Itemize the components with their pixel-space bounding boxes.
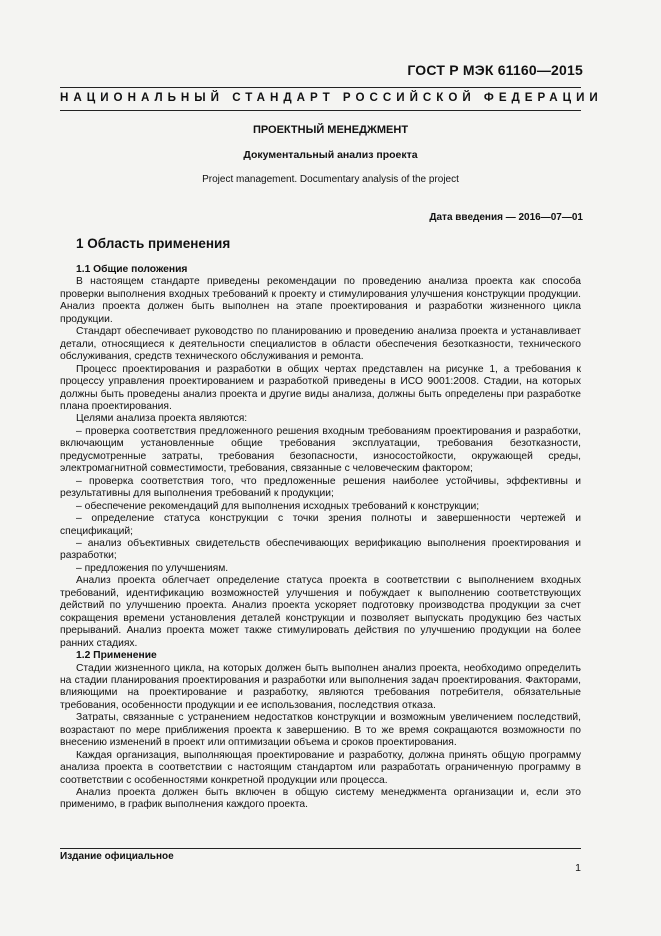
list-item: – анализ объективных свидетельств обеспечивающих верификацию выполнения проектирования и разработки;	[60, 537, 581, 562]
paragraph: Целями анализа проекта являются:	[76, 413, 248, 425]
introduction-date: Дата введения — 2016—07—01	[429, 212, 583, 223]
list-item: – обеспечение рекомендаций для выполнения исходных требований к конструкции;	[76, 500, 480, 512]
subsection-heading-application: 1.2 Применение	[76, 650, 157, 662]
paragraph: Стадии жизненного цикла, на которых должен быть выполнен анализ проекта, необходимо определить на стадии планирования проектирования и разработки или выполнения задач проектирования. Факторами, влияющими на проектирование и разработку, являются требования потребителя, обязательные требования, особенности продукции и ее использования, последствия отказа.	[60, 662, 581, 711]
list-item: – проверка соответствия того, что предложенные решения наиболее устойчивы, эффективны и результативны для выполнения требований к продукции;	[60, 475, 581, 500]
subsection-heading-general: 1.1 Общие положения	[76, 264, 188, 275]
paragraph: Анализ проекта должен быть включен в общую систему менеджмента организации и, если это применимо, в график выполнения каждого проекта.	[60, 787, 581, 811]
standard-number: ГОСТ Р МЭК 61160—2015	[407, 62, 583, 78]
list-item: – проверка соответствия предложенного решения входным требованиям проектирования и разработки, включающим установленные общие требования эксплуатации, требования безотказности, предусмотренные затраты, требования безопасности, износостойкости, окружающей среды, электромагнитной совместимости, требования, связанные с человеческим фактором;	[60, 425, 581, 475]
paragraph: Затраты, связанные с устранением недостатков конструкции и возможным увеличением последствий, возрастают по мере приближения проекта к завершению. В то же время сокращаются возможности по внесению изменений в проект или оптимизации объема и сроков проектирования.	[60, 712, 581, 749]
list-item: – определение статуса конструкции с точки зрения полноты и завершенности чертежей и спецификаций;	[60, 513, 581, 537]
national-standard-banner: НАЦИОНАЛЬНЫЙ СТАНДАРТ РОССИЙСКОЙ ФЕДЕРАЦИИ	[60, 87, 581, 111]
document-title-ru: ПРОЕКТНЫЙ МЕНЕДЖМЕНТ	[252, 124, 409, 136]
document-title-en: Project management. Documentary analysis of the project	[202, 174, 459, 185]
list-item: – предложения по улучшениям.	[76, 562, 229, 574]
page-number: 1	[575, 862, 581, 874]
paragraph: В настоящем стандарте приведены рекомендации по проведению анализа проекта как способа проверки выполнения входных требований к проекту и стимулирования улучшения конструкции продукции. Анализ проекта должен быть выполнен на этапе проектирования и разработки жизненного цикла продукции.	[60, 276, 581, 325]
paragraph: Процесс проектирования и разработки в общих чертах представлен на рисунке 1, а требования к процессу управления проектированием и разработкой приведены в ИСО 9001:2008. Стадии, на которых должны быть проведены анализ проекта и другие виды анализа, должны быть определены при разработке плана проектирования.	[60, 363, 581, 412]
section-heading: 1 Область применения	[76, 236, 231, 251]
document-subtitle-ru: Документальный анализ проекта	[243, 149, 418, 161]
official-edition-label: Издание официальное	[60, 851, 174, 862]
footer-divider	[60, 848, 581, 849]
section-body	[60, 264, 581, 812]
paragraph: Стандарт обеспечивает руководство по планированию и проведению анализа проекта и устанавливает детали, относящиеся к деятельности специалистов в области обеспечения безотказности, технического обслуживания, средств технического обслуживания и ремонта.	[60, 326, 581, 363]
paragraph: Анализ проекта облегчает определение статуса проекта в соответствии с выполнением входных требований, идентификацию возможностей улучшения и побуждает к выполнению соответствующих действий по улучшению проекта. Анализ проекта ускоряет подготовку производства продукции за счет сокращения времени установления деталей конструкции и позволяет выпускать продукцию без частых прерываний. Анализ проекта может также стимулировать действия по улучшению продукции на более ранних стадиях.	[60, 575, 581, 649]
paragraph: Каждая организация, выполняющая проектирование и разработку, должна принять общую программу анализа проекта в соответствии с настоящим стандартом или разработать ограниченную программу в соответствии с особенностями конкретной продукции или процесса.	[60, 749, 581, 786]
